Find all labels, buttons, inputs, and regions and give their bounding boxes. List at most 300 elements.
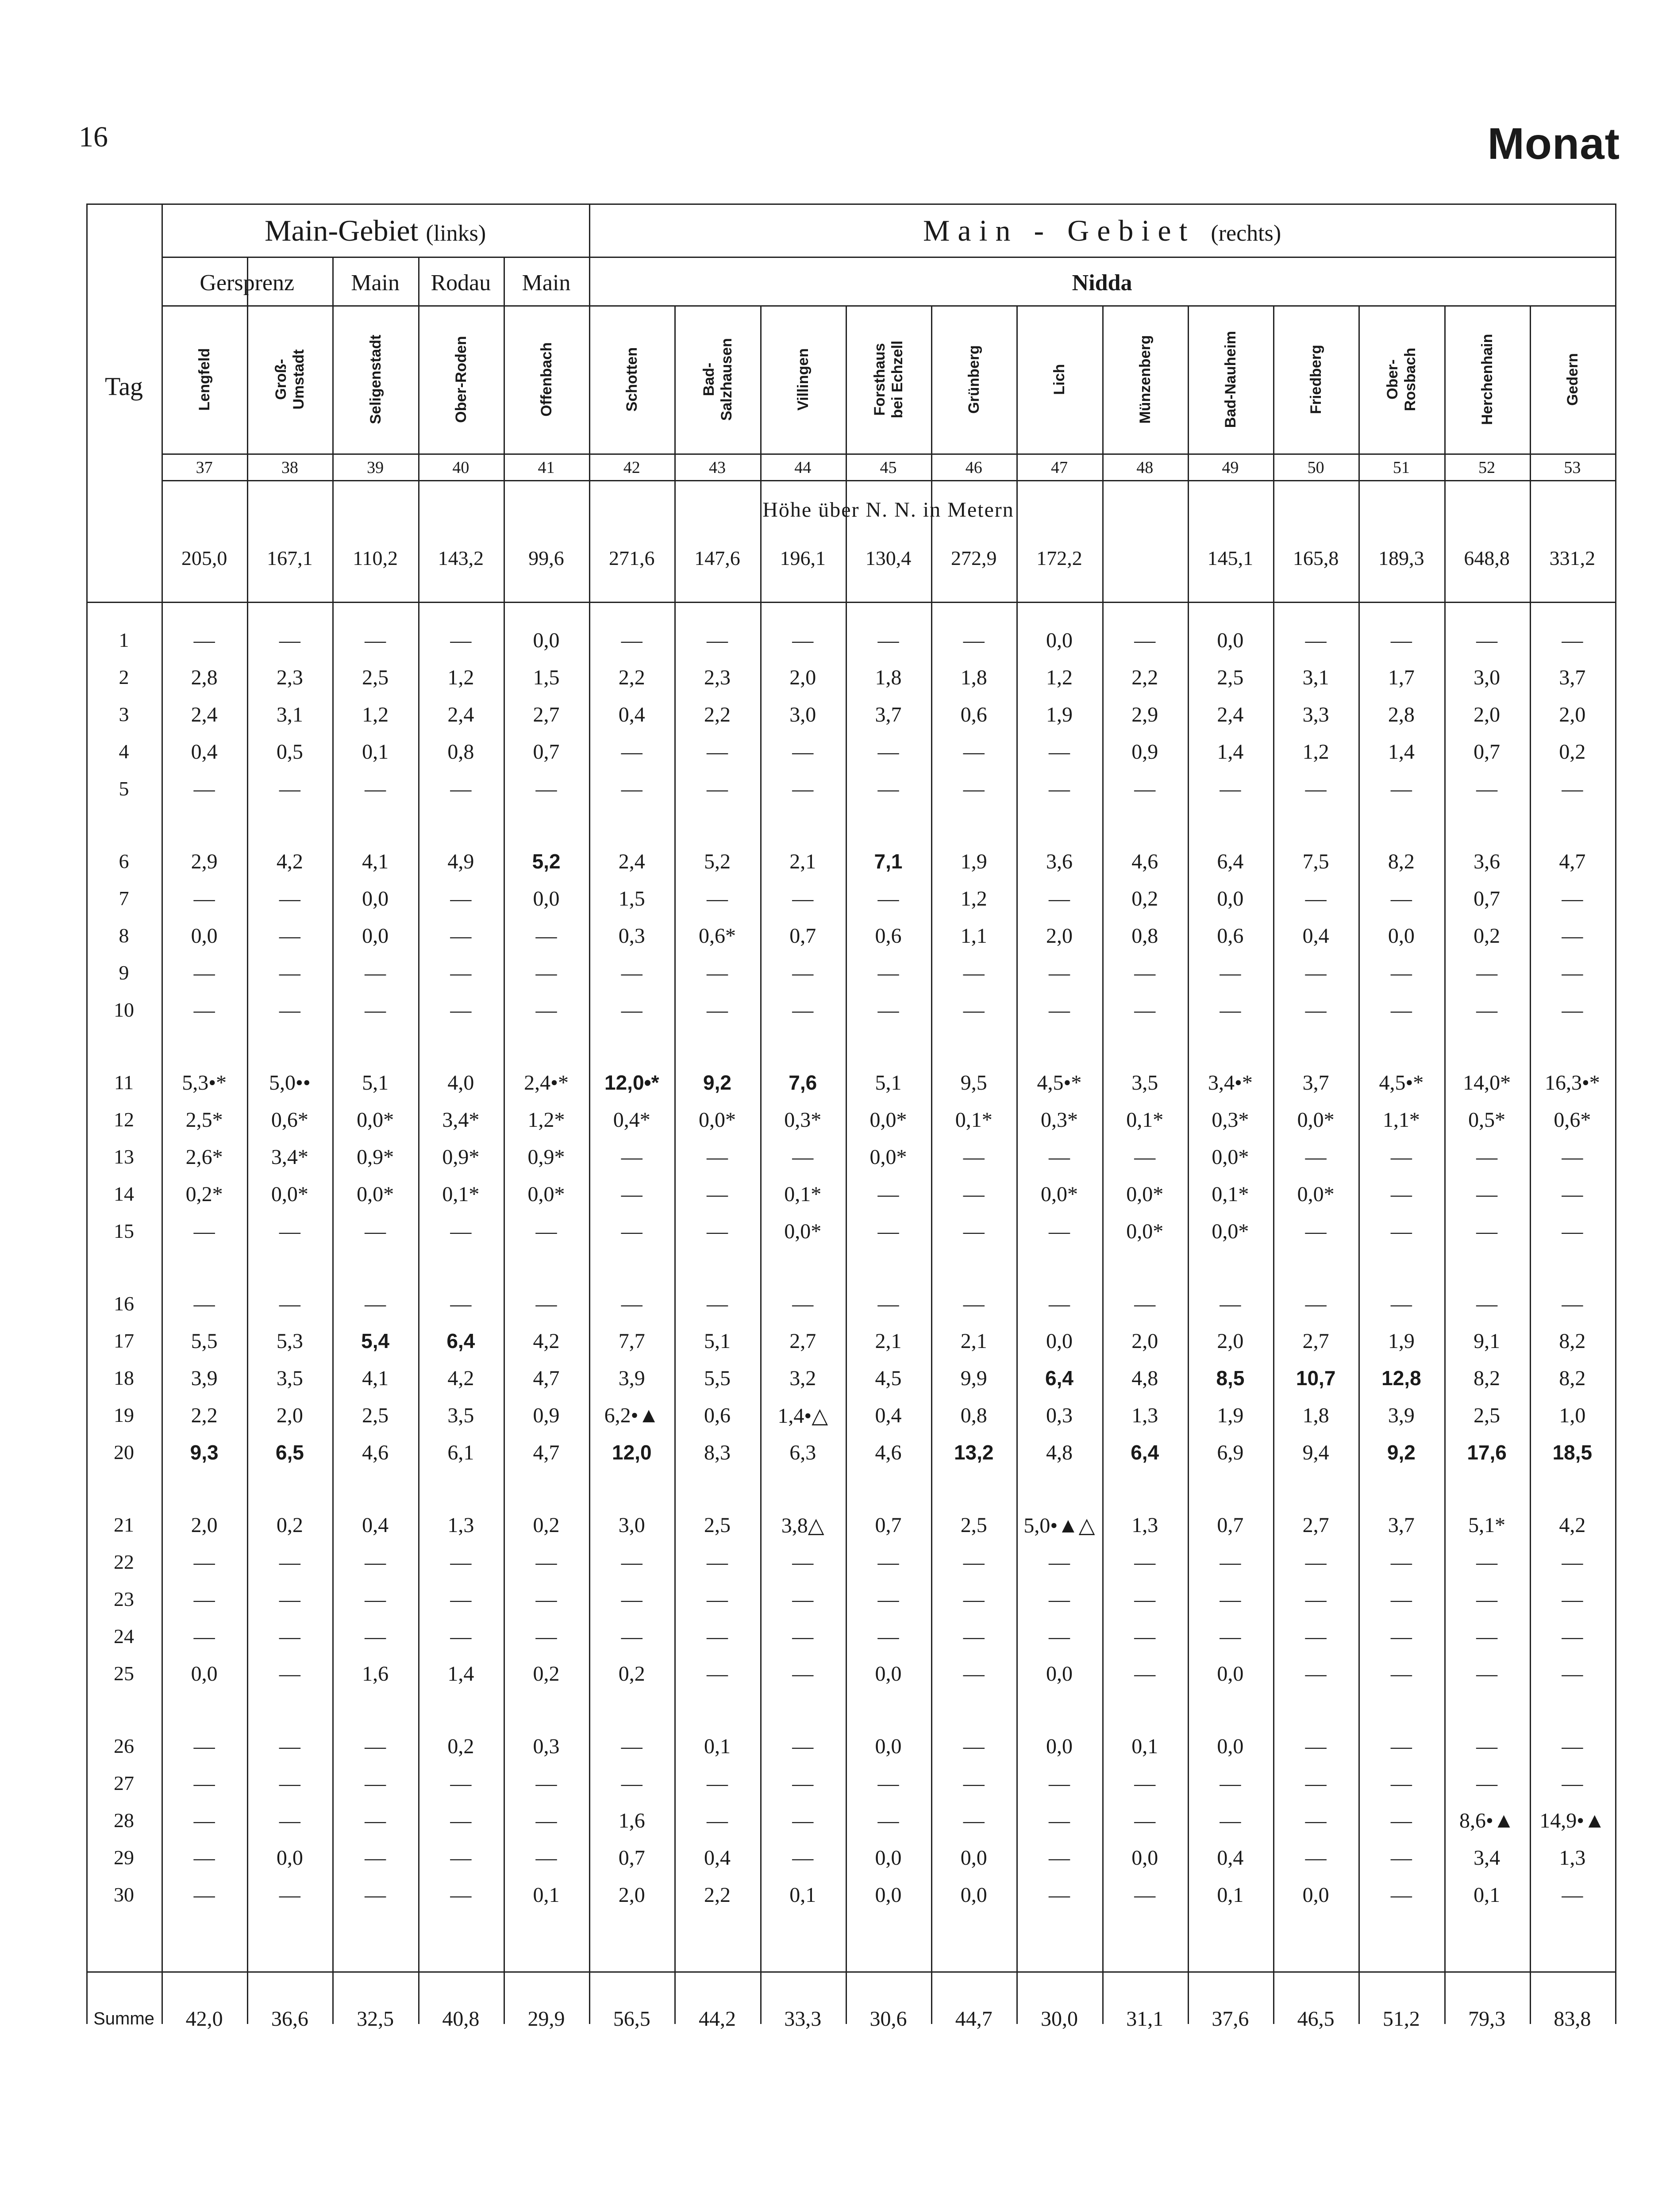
table-cell: — [1305, 777, 1327, 801]
table-cell: — [1305, 1588, 1327, 1611]
precipitation-table [86, 204, 1615, 2031]
table-cell: 1,3 [1131, 1513, 1158, 1537]
day-number: 14 [114, 1183, 134, 1205]
table-cell: — [1305, 1772, 1327, 1795]
station-number: 50 [1307, 458, 1324, 477]
table-cell: 9,5 [960, 1071, 987, 1094]
table-cell: 1,1 [960, 924, 987, 948]
table-cell: — [1390, 1846, 1412, 1870]
table-cell: — [279, 629, 300, 652]
table-cell: — [1476, 1662, 1498, 1686]
table-cell: — [1048, 1772, 1070, 1795]
table-cell: 5,2 [704, 850, 731, 873]
table-cell: 1,4•△ [777, 1404, 828, 1428]
table-cell: 8,2 [1473, 1367, 1500, 1390]
table-cell: — [450, 1772, 472, 1795]
table-cell: — [193, 1292, 215, 1316]
station-height: 165,8 [1293, 547, 1339, 569]
table-cell: 2,4 [191, 703, 218, 726]
table-cell: 0,0 [362, 887, 389, 910]
table-cell: — [792, 1846, 814, 1870]
table-cell: — [1390, 1292, 1412, 1316]
table-cell: — [1390, 1662, 1412, 1686]
table-cell: — [877, 1183, 899, 1206]
table-cell: 1,3 [1131, 1404, 1158, 1427]
table-cell: — [707, 1772, 728, 1795]
table-cell: 3,9 [618, 1367, 645, 1390]
table-cell: — [621, 1183, 642, 1206]
table-cell: 8,3 [704, 1441, 731, 1464]
table-cell: — [193, 1551, 215, 1574]
table-cell: 12,8 [1381, 1367, 1421, 1390]
table-cell: — [365, 1735, 386, 1758]
table-cell: 2,0 [1217, 1329, 1244, 1353]
table-cell: 1,4 [1217, 740, 1244, 764]
sum-value: 51,2 [1382, 2007, 1420, 2031]
table-cell: 0,5* [1468, 1108, 1506, 1132]
table-cell: — [707, 1625, 728, 1648]
table-cell: — [450, 629, 472, 652]
table-cell: — [792, 1625, 814, 1648]
table-cell: — [1134, 1883, 1156, 1907]
table-cell: 2,7 [533, 703, 560, 726]
table-cell: — [1476, 1735, 1498, 1758]
table-cell: 3,5 [447, 1404, 474, 1427]
table-cell: 1,9 [960, 850, 987, 873]
table-cell: — [1476, 1588, 1498, 1611]
table-cell: 0,2 [447, 1735, 474, 1758]
table-cell: 4,8 [1131, 1367, 1158, 1390]
number-rule [162, 480, 1615, 481]
table-cell: — [1476, 1292, 1498, 1316]
station-name: Ober- Rosbach [1384, 347, 1419, 411]
table-cell: 0,1 [533, 1883, 560, 1907]
sum-value: 36,6 [271, 2007, 308, 2031]
height-label: Höhe über N. N. in Metern [762, 498, 1014, 522]
table-cell: — [707, 961, 728, 985]
table-cell: — [1476, 998, 1498, 1022]
table-cell: — [1048, 777, 1070, 801]
table-cell: 0,0* [357, 1108, 394, 1132]
table-cell: — [707, 629, 728, 652]
right-group-suffix: (rechts) [1211, 221, 1281, 246]
table-cell: 4,7 [1559, 850, 1586, 873]
table-cell: — [535, 961, 557, 985]
table-cell: 2,7 [1302, 1329, 1329, 1353]
table-cell: — [1390, 629, 1412, 652]
table-cell: 0,0* [1126, 1220, 1164, 1243]
table-cell: — [1562, 1662, 1583, 1686]
table-cell: 0,6* [699, 924, 736, 948]
table-cell: 0,4 [1217, 1846, 1244, 1870]
table-cell: — [279, 961, 300, 985]
station-height: 205,0 [181, 547, 227, 569]
table-cell: 0,0 [1046, 1662, 1073, 1686]
table-cell: 1,5 [533, 666, 560, 689]
day-number: 25 [114, 1662, 134, 1685]
table-cell: 0,1* [784, 1183, 822, 1206]
table-cell: 0,1* [442, 1183, 480, 1206]
table-cell: 1,2 [1046, 666, 1073, 689]
sum-value: 30,6 [869, 2007, 907, 2031]
table-cell: 0,0 [1046, 1735, 1073, 1758]
sum-value: 29,9 [527, 2007, 565, 2031]
table-cell: 6,4 [446, 1329, 475, 1352]
table-cell: — [450, 1220, 472, 1243]
table-cell: 2,0 [1473, 703, 1500, 726]
table-cell: 2,6* [185, 1145, 223, 1169]
table-cell: 2,1 [875, 1329, 902, 1353]
table-cell: — [1305, 887, 1327, 910]
table-cell: 0,7 [618, 1846, 645, 1870]
table-cell: — [1048, 1809, 1070, 1832]
table-cell: — [707, 1145, 728, 1169]
table-cell: — [877, 998, 899, 1022]
table-cell: 5,3 [276, 1329, 303, 1353]
table-cell: 9,3 [190, 1441, 219, 1464]
sum-value: 31,1 [1126, 2007, 1164, 2031]
table-cell: 3,4 [1473, 1846, 1500, 1870]
table-cell: — [535, 1772, 557, 1795]
station-number: 43 [709, 458, 726, 477]
table-cell: — [1134, 1809, 1156, 1832]
day-number: 19 [114, 1404, 134, 1426]
table-cell: 12,0•* [604, 1071, 659, 1094]
table-cell: — [963, 740, 985, 764]
table-cell: 2,4 [447, 703, 474, 726]
table-cell: — [365, 1846, 386, 1870]
table-cell: — [1220, 1772, 1241, 1795]
table-cell: 2,0 [1559, 703, 1586, 726]
table-cell: — [193, 1883, 215, 1907]
table-cell: 5,5 [191, 1329, 218, 1353]
table-cell: 9,4 [1302, 1441, 1329, 1464]
day-number: 10 [114, 998, 134, 1021]
table-cell: — [535, 1292, 557, 1316]
table-cell: 0,0* [869, 1145, 907, 1169]
station-height: 172,2 [1036, 547, 1082, 569]
table-cell: 5,3•* [182, 1071, 227, 1094]
table-cell: 3,1 [276, 703, 303, 726]
table-cell: — [1305, 1292, 1327, 1316]
table-cell: 1,1* [1382, 1108, 1420, 1132]
table-cell: 7,1 [874, 850, 903, 873]
station-height: 147,6 [694, 547, 740, 569]
table-cell: — [877, 887, 899, 910]
table-cell: — [535, 1220, 557, 1243]
table-cell: — [877, 1220, 899, 1243]
table-cell: — [1562, 1883, 1583, 1907]
table-cell: 0,0 [1217, 1735, 1244, 1758]
table-cell: — [963, 629, 985, 652]
table-cell: 0,9* [442, 1145, 480, 1169]
table-cell: 0,6 [1217, 924, 1244, 948]
table-cell: 0,0 [875, 1846, 902, 1870]
table-cell: 0,6 [960, 703, 987, 726]
table-cell: 9,2 [703, 1071, 731, 1094]
table-cell: 1,9 [1046, 703, 1073, 726]
table-cell: — [963, 1588, 985, 1611]
table-cell: 3,7 [1302, 1071, 1329, 1094]
table-cell: 14,0* [1463, 1071, 1511, 1094]
table-cell: 0,9 [533, 1404, 560, 1427]
table-cell: — [1390, 1883, 1412, 1907]
table-cell: — [877, 1625, 899, 1648]
table-cell: 2,5 [960, 1513, 987, 1537]
table-cell: 5,1 [362, 1071, 389, 1094]
table-cell: — [1390, 887, 1412, 910]
station-number: 41 [538, 458, 555, 477]
table-cell: — [535, 1588, 557, 1611]
table-cell: 0,4 [875, 1404, 902, 1427]
table-cell: 2,2 [191, 1404, 218, 1427]
table-cell: 1,9 [1217, 1404, 1244, 1427]
table-cell: 0,0 [1217, 629, 1244, 652]
day-number: 4 [119, 740, 129, 763]
station-number: 48 [1136, 458, 1154, 477]
table-cell: — [1048, 1625, 1070, 1648]
table-cell: — [621, 740, 642, 764]
table-cell: 0,0 [1046, 1329, 1073, 1353]
day-number: 21 [114, 1513, 134, 1536]
table-cell: 0,8 [447, 740, 474, 764]
day-number: 3 [119, 703, 129, 726]
station-name: Seligenstadt [367, 334, 384, 424]
table-cell: 9,1 [1473, 1329, 1500, 1353]
table-cell: 3,4* [442, 1108, 480, 1132]
table-cell: — [1476, 629, 1498, 652]
table-cell: — [365, 1220, 386, 1243]
table-cell: — [1134, 777, 1156, 801]
table-cell: 4,0 [447, 1071, 474, 1094]
table-cell: 0,4 [1302, 924, 1329, 948]
table-cell: 2,0 [276, 1404, 303, 1427]
table-cell: — [707, 740, 728, 764]
table-cell: 8,2 [1388, 850, 1415, 873]
table-cell: — [707, 998, 728, 1022]
table-cell: 2,5 [704, 1513, 731, 1537]
table-cell: 1,2 [362, 703, 389, 726]
table-cell: — [365, 1809, 386, 1832]
river-name: Main [351, 270, 400, 296]
table-cell: — [1220, 1809, 1241, 1832]
table-cell: 6,1 [447, 1441, 474, 1464]
sum-value: 83,8 [1554, 2007, 1591, 2031]
river-name: Gersprenz [200, 270, 295, 296]
table-cell: 0,4 [362, 1513, 389, 1537]
table-cell: — [621, 1625, 642, 1648]
table-cell: — [1390, 1588, 1412, 1611]
table-cell: 14,9•▲ [1539, 1809, 1605, 1832]
body-rule [86, 602, 1615, 603]
station-name: Forsthaus bei Echzell [871, 340, 906, 419]
station-height: 272,9 [950, 547, 997, 569]
table-cell: 0,2 [276, 1513, 303, 1537]
table-cell: — [279, 924, 300, 948]
table-cell: — [1476, 1625, 1498, 1648]
day-number: 15 [114, 1220, 134, 1242]
table-cell: — [1562, 777, 1583, 801]
table-cell: 8,5 [1216, 1367, 1245, 1390]
station-height: 648,8 [1464, 547, 1510, 569]
table-cell: — [1562, 924, 1583, 948]
table-cell: 0,4 [704, 1846, 731, 1870]
table-cell: — [1562, 1220, 1583, 1243]
table-cell: 3,4* [271, 1145, 308, 1169]
table-cell: — [193, 777, 215, 801]
table-cell: — [1134, 1551, 1156, 1574]
station-name: Gedern [1564, 353, 1581, 406]
table-cell: 7,7 [618, 1329, 645, 1353]
station-name: Villingen [794, 348, 812, 411]
table-cell: — [535, 1846, 557, 1870]
table-cell: 0,0* [527, 1183, 565, 1206]
page-number: 16 [79, 121, 108, 153]
table-cell: 2,1 [960, 1329, 987, 1353]
table-cell: — [279, 1772, 300, 1795]
table-cell: — [792, 1292, 814, 1316]
station-height: 145,1 [1207, 547, 1254, 569]
table-cell: — [707, 1809, 728, 1832]
table-cell: — [621, 1551, 642, 1574]
station-number: 53 [1564, 458, 1581, 477]
station-height: 130,4 [865, 547, 912, 569]
station-number: 45 [880, 458, 897, 477]
station-name: Ober-Roden [452, 336, 469, 423]
table-cell: — [1562, 629, 1583, 652]
station-name: Schotten [623, 347, 640, 412]
right-group-name: Main - Gebiet [923, 214, 1196, 247]
river-name: Nidda [1072, 270, 1132, 296]
sum-value: 46,5 [1297, 2007, 1335, 2031]
table-cell: 8,6•▲ [1459, 1809, 1515, 1832]
table-cell: — [279, 1551, 300, 1574]
table-cell: — [1562, 998, 1583, 1022]
day-number: 1 [119, 629, 129, 651]
table-cell: 2,7 [1302, 1513, 1329, 1537]
table-cell: — [792, 887, 814, 910]
table-cell: 13,2 [954, 1441, 994, 1464]
table-cell: 0,2 [533, 1513, 560, 1537]
table-cell: — [1305, 961, 1327, 985]
table-cell: 4,8 [1046, 1441, 1073, 1464]
table-cell: — [535, 1625, 557, 1648]
station-number: 51 [1393, 458, 1410, 477]
table-cell: — [279, 1662, 300, 1686]
table-cell: 0,8 [1131, 924, 1158, 948]
tag-label: Tag [104, 372, 143, 401]
table-cell: 0,2 [1131, 887, 1158, 910]
table-cell: — [877, 629, 899, 652]
table-cell: — [365, 1588, 386, 1611]
table-cell: 6,5 [275, 1441, 304, 1464]
table-cell: 9,9 [960, 1367, 987, 1390]
table-cell: — [707, 1292, 728, 1316]
table-cell: 7,5 [1302, 850, 1329, 873]
day-number: 6 [119, 850, 129, 872]
table-cell: 4,2 [447, 1367, 474, 1390]
table-cell: — [1048, 887, 1070, 910]
table-cell: — [1562, 1588, 1583, 1611]
table-cell: 3,0 [789, 703, 816, 726]
station-height: 271,6 [609, 547, 655, 569]
table-cell: — [193, 887, 215, 910]
table-cell: 1,8 [1302, 1404, 1329, 1427]
table-cell: — [792, 740, 814, 764]
table-cell: — [707, 1662, 728, 1686]
table-cell: 8,2 [1559, 1367, 1586, 1390]
station-rule [162, 453, 1615, 455]
table-cell: — [1048, 1551, 1070, 1574]
station-name: Grünberg [965, 345, 982, 414]
left-group-suffix: (links) [426, 221, 486, 246]
table-cell: — [193, 1588, 215, 1611]
table-cell: — [1048, 1846, 1070, 1870]
table-cell: — [279, 1883, 300, 1907]
table-cell: 2,5* [185, 1108, 223, 1132]
table-cell: — [1305, 629, 1327, 652]
table-cell: — [621, 1772, 642, 1795]
table-cell: 0,7 [1473, 740, 1500, 764]
table-cell: 6,4 [1131, 1441, 1159, 1464]
table-cell: — [792, 1735, 814, 1758]
table-cell: 2,4 [618, 850, 645, 873]
river-rule [162, 305, 1615, 307]
table-cell: — [1305, 1846, 1327, 1870]
table-cell: — [1134, 1145, 1156, 1169]
table-cell: — [1562, 1145, 1583, 1169]
table-cell: 1,7 [1388, 666, 1415, 689]
station-name: Münzenberg [1136, 335, 1154, 424]
table-cell: 0,7 [789, 924, 816, 948]
table-cell: 2,2 [704, 703, 731, 726]
station-height: 110,2 [353, 547, 398, 569]
table-cell: 3,6 [1473, 850, 1500, 873]
table-cell: — [193, 1846, 215, 1870]
table-cell: — [193, 1809, 215, 1832]
sum-label: Summe [93, 2009, 154, 2028]
table-cell: 3,3 [1302, 703, 1329, 726]
table-cell: — [621, 1588, 642, 1611]
table-cell: 1,8 [875, 666, 902, 689]
sum-value: 33,3 [784, 2007, 822, 2031]
table-cell: — [792, 1809, 814, 1832]
table-cell: 0,7 [1473, 887, 1500, 910]
day-number: 9 [119, 961, 129, 984]
table-cell: — [450, 777, 472, 801]
table-cell: 0,6* [271, 1108, 308, 1132]
table-cell: — [792, 1662, 814, 1686]
table-cell: — [450, 1292, 472, 1316]
table-cell: — [1220, 1551, 1241, 1574]
table-cell: 0,0 [191, 924, 218, 948]
table-cell: — [621, 1735, 642, 1758]
table-cell: 4,7 [533, 1367, 560, 1390]
table-cell: — [1305, 1145, 1327, 1169]
table-cell: 1,6 [618, 1809, 645, 1832]
table-cell: 4,2 [1559, 1513, 1586, 1537]
table-cell: — [707, 1220, 728, 1243]
table-cell: — [1562, 1625, 1583, 1648]
top-rule [86, 204, 1615, 205]
table-cell: 0,0 [533, 887, 560, 910]
table-cell: 1,2 [1302, 740, 1329, 764]
table-cell: 0,1 [789, 1883, 816, 1907]
table-cell: — [450, 887, 472, 910]
station-name: Herchenhain [1478, 334, 1496, 425]
table-cell: — [279, 887, 300, 910]
station-name: Groß- Umstadt [272, 349, 307, 410]
